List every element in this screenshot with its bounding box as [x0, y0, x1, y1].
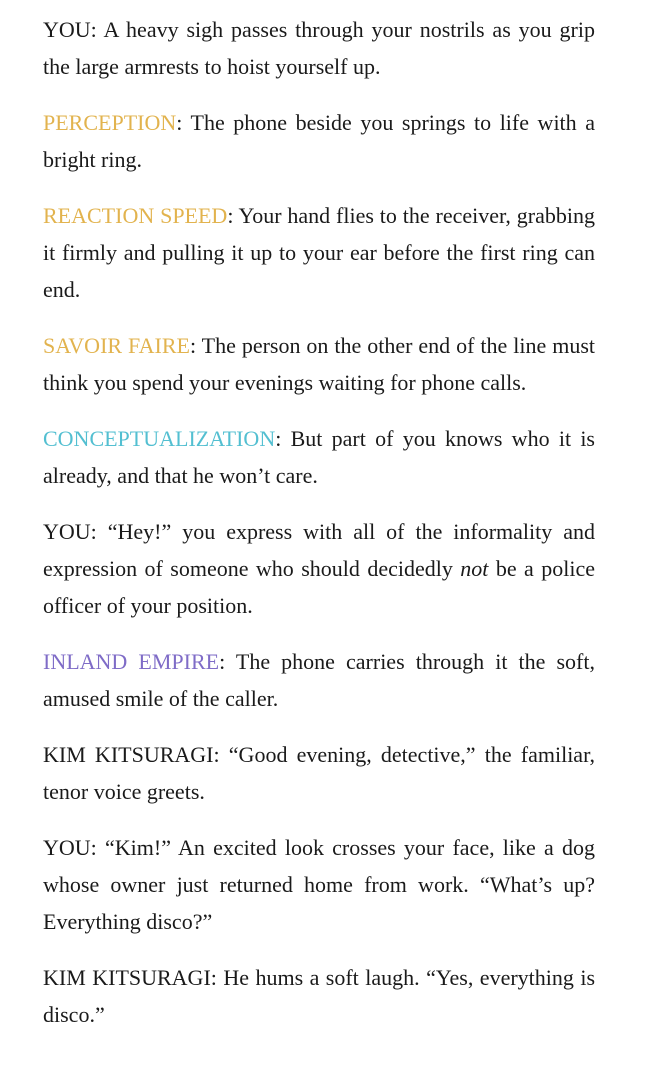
dialogue-line: SAVOIR FAIRE: The person on the other end of the line must think you spend your evenings waiting for phone calls.	[43, 333, 595, 395]
line-text: The phone carries through it the soft, amused smile of the caller.	[43, 649, 595, 711]
speaker-savoir-faire: SAVOIR FAIRE	[43, 333, 190, 358]
speaker-you: YOU	[43, 17, 91, 42]
speaker-inland-empire: INLAND EMPIRE	[43, 649, 220, 674]
line-text: be a police officer of your position.	[43, 556, 595, 618]
speaker-reaction-speed: REACTION SPEED	[43, 203, 228, 228]
speaker-conceptualization: CONCEPTUALIZATION	[43, 426, 276, 451]
line-text: But part of you knows who it is already, and that he won’t care.	[43, 426, 595, 488]
dialogue-line: YOU: “Kim!” An excited look crosses your face, like a dog whose owner just returned home from work. “What’s up? Everything disco?”	[43, 835, 595, 934]
line-text: “Kim!” An excited look crosses your face, like a dog whose owner just returned home from work. “What’s up? Everything disco?”	[43, 835, 595, 934]
dialogue-line: YOU: “Hey!” you express with all of the informality and expression of someone who should decidedly not be a police officer of your position.	[43, 519, 595, 618]
speaker-perception: PERCEPTION	[43, 110, 177, 135]
line-text: The person on the other end of the line must think you spend your evenings waiting for phone calls.	[43, 333, 595, 395]
dialogue-line: PERCEPTION: The phone beside you springs to life with a bright ring.	[43, 110, 595, 172]
line-text: A heavy sigh passes through your nostrils as you grip the large armrests to hoist yourself up.	[43, 17, 595, 79]
speaker-you: YOU	[43, 835, 91, 860]
emphasis-text: not	[460, 556, 489, 581]
line-text: Your hand flies to the receiver, grabbing it firmly and pulling it up to your ear before the first ring can end.	[43, 203, 596, 302]
line-text: The phone beside you springs to life with a bright ring.	[43, 110, 595, 172]
dialogue-line: INLAND EMPIRE: The phone carries through it the soft, amused smile of the caller.	[43, 649, 595, 711]
speaker-you: YOU	[43, 519, 91, 544]
dialogue-line: CONCEPTUALIZATION: But part of you knows who it is already, and that he won’t care.	[43, 426, 595, 488]
line-text: He hums a soft laugh. “Yes, everything is disco.”	[43, 965, 596, 1027]
line-text: “Hey!” you express with all of the informality and expression of someone who should decidedly	[43, 519, 595, 581]
speaker-kim-kitsuragi: KIM KITSURAGI	[43, 965, 211, 990]
line-text: “Good evening, detective,” the familiar, tenor voice greets.	[43, 742, 596, 804]
dialogue-line: KIM KITSURAGI: He hums a soft laugh. “Yes, everything is disco.”	[43, 965, 596, 1027]
dialogue-line: YOU: A heavy sigh passes through your nostrils as you grip the large armrests to hoist yourself up.	[43, 17, 595, 79]
dialogue-line: KIM KITSURAGI: “Good evening, detective,” the familiar, tenor voice greets.	[43, 742, 596, 804]
dialogue-line: REACTION SPEED: Your hand flies to the receiver, grabbing it firmly and pulling it up to your ear before the first ring can end.	[43, 203, 596, 302]
speaker-kim-kitsuragi: KIM KITSURAGI	[43, 742, 214, 767]
